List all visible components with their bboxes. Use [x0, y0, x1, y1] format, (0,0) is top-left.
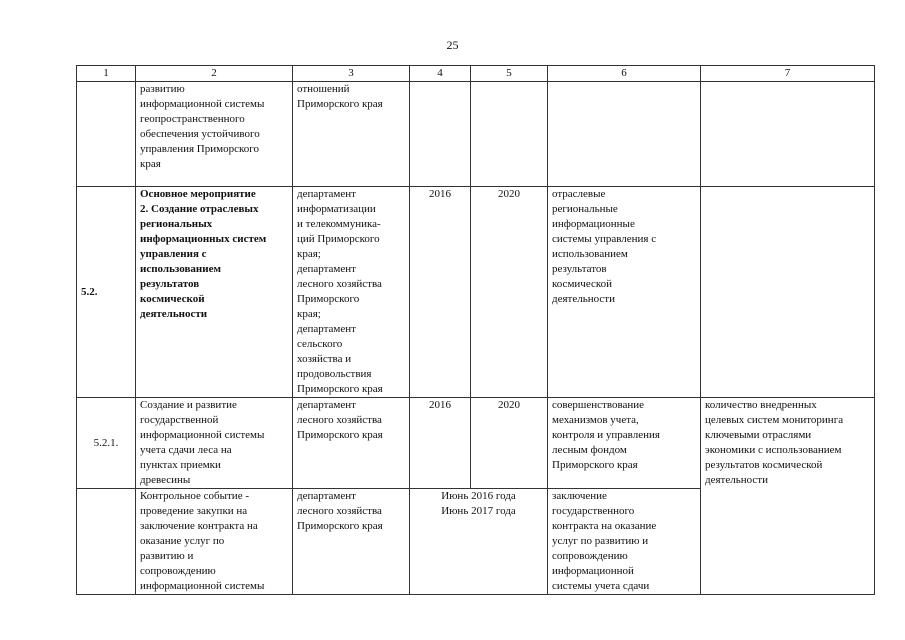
activity-name: Основное мероприятие 2. Создание отраслевых региональных информационных систем управления с использованием результатов космической деятельности	[136, 187, 293, 398]
plan-table	[76, 65, 875, 595]
header-cell: 5	[471, 66, 548, 82]
activity-name: Контрольное событие - проведение закупки на заключение контракта на оказание услуг по развитию и сопровождению информационной системы	[136, 489, 293, 595]
table-row	[77, 398, 875, 489]
indicator: количество внедренных целевых систем мониторинга ключевыми отраслями экономики с использованием результатов космической деятельности	[701, 398, 875, 595]
start-year	[410, 82, 471, 187]
expected-result: отраслевые региональные информационные системы управления с использованием результатов космической деятельности	[548, 187, 701, 398]
row-number: 5.2.	[77, 187, 136, 398]
start-year: 2016	[410, 398, 471, 489]
executor: департамент лесного хозяйства Приморского края	[293, 398, 410, 489]
control-date: Июнь 2016 года	[441, 490, 516, 502]
indicator	[701, 82, 875, 187]
control-date: Июнь 2017 года	[441, 505, 516, 517]
executor: отношений Приморского края	[293, 82, 410, 187]
row-number	[77, 489, 136, 595]
end-year: 2020	[471, 187, 548, 398]
header-cell: 1	[77, 66, 136, 82]
header-cell: 7	[701, 66, 875, 82]
end-year	[471, 82, 548, 187]
activity-name: Создание и развитие государственной информационной системы учета сдачи леса на пунктах приемки древесины	[136, 398, 293, 489]
header-cell: 3	[293, 66, 410, 82]
table-row	[77, 187, 875, 398]
executor: департамент информатизации и телекоммуника- ций Приморского края; департамент лесного хозяйства Приморского края; департамент сельского хозяйства и продовольствия Приморского края	[293, 187, 410, 398]
executor: департамент лесного хозяйства Приморского края	[293, 489, 410, 595]
row-number: 5.2.1.	[77, 398, 136, 489]
header-cell: 2	[136, 66, 293, 82]
start-year: 2016	[410, 187, 471, 398]
indicator	[701, 187, 875, 398]
expected-result	[548, 82, 701, 187]
table-row	[77, 82, 875, 187]
activity-name: развитию информационной системы геопространственного обеспечения устойчивого управления Приморского края	[136, 82, 293, 187]
end-year: 2020	[471, 398, 548, 489]
expected-result: заключение государственного контракта на оказание услуг по развитию и сопровождению информационной системы учета сдачи	[548, 489, 701, 595]
page-number: 25	[446, 38, 459, 52]
row-number	[77, 82, 136, 187]
header-cell: 4	[410, 66, 471, 82]
expected-result: совершенствование механизмов учета, контроля и управления лесным фондом Приморского края	[548, 398, 701, 489]
header-cell: 6	[548, 66, 701, 82]
header-row	[77, 66, 875, 82]
control-dates	[410, 489, 548, 595]
